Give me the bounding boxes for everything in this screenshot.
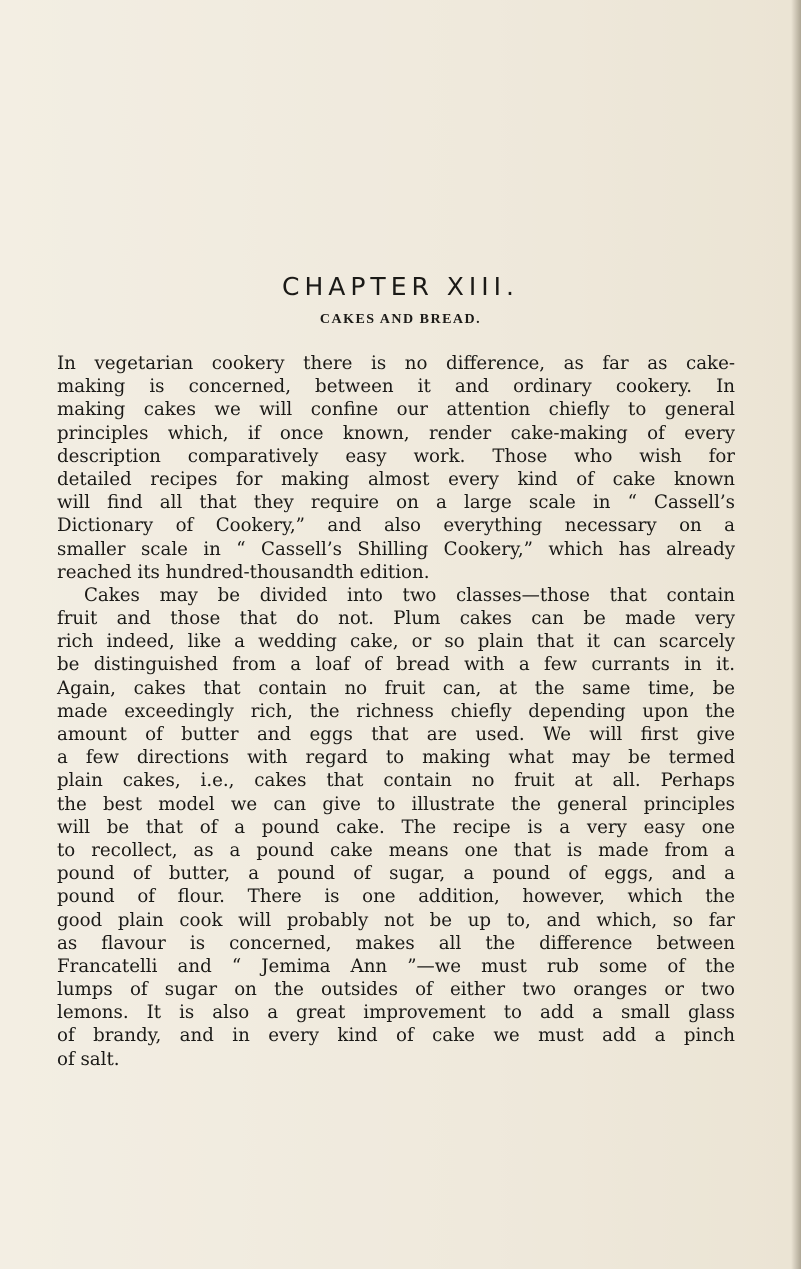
text-line: will be that of a pound cake. The recipe is a very easy one	[57, 816, 735, 838]
text-line: smaller scale in “ Cassell’s Shilling Cookery,” which has already	[57, 538, 735, 560]
text-line: of brandy, and in every kind of cake we must add a pinch	[57, 1025, 735, 1047]
text-line: Cakes may be divided into two classes—those that contain	[84, 584, 735, 606]
paragraph	[57, 584, 735, 1071]
chapter-heading: CHAPTER XIII.	[281, 272, 519, 301]
text-line: be distinguished from a loaf of bread with a few currants in it.	[57, 654, 735, 676]
text-line: a few directions with regard to making what may be termed	[57, 747, 735, 769]
text-line: plain cakes, i.e., cakes that contain no fruit at all. Perhaps	[57, 770, 735, 792]
text-line: of salt.	[57, 1048, 120, 1070]
text-line: principles which, if once known, render cake-making of every	[57, 422, 735, 444]
text-line: Francatelli and “ Jemima Ann ”—we must rub some of the	[57, 955, 735, 977]
text-line: lemons. It is also a great improvement to add a small glass	[57, 1002, 735, 1024]
text-line: as flavour is concerned, makes all the difference between	[57, 932, 735, 954]
text-line: rich indeed, like a wedding cake, or so plain that it can scarcely	[57, 631, 735, 653]
text-line: good plain cook will probably not be up to, and which, so far	[57, 909, 735, 931]
text-line: description comparatively easy work. Those who wish for	[57, 445, 735, 467]
text-line: made exceedingly rich, the richness chiefly depending upon the	[57, 700, 735, 722]
page-edge-shadow	[791, 0, 801, 1269]
text-line: detailed recipes for making almost every kind of cake known	[57, 468, 735, 490]
text-line: making is concerned, between it and ordinary cookery. In	[57, 376, 735, 398]
text-line: pound of butter, a pound of sugar, a pound of eggs, and a	[57, 863, 735, 885]
paragraph	[57, 352, 735, 584]
text-line: fruit and those that do not. Plum cakes can be made very	[57, 608, 735, 630]
text-line: pound of flour. There is one addition, however, which the	[57, 886, 735, 908]
text-line: to recollect, as a pound cake means one that is made from a	[57, 839, 735, 861]
text-line: In vegetarian cookery there is no difference, as far as cake-	[57, 353, 735, 374]
text-line: will find all that they require on a large scale in “ Cassell’s	[57, 492, 735, 514]
text-line: reached its hundred-thousandth edition.	[57, 561, 430, 583]
text-line: Again, cakes that contain no fruit can, at the same time, be	[57, 677, 735, 699]
text-line: lumps of sugar on the outsides of either two oranges or two	[57, 979, 735, 1001]
text-line: Dictionary of Cookery,” and also everything necessary on a	[57, 515, 735, 537]
body-text	[57, 352, 735, 1071]
chapter-title: CAKES AND BREAD.	[319, 312, 482, 327]
text-line: making cakes we will confine our attention chiefly to general	[57, 399, 735, 421]
text-line: amount of butter and eggs that are used. We will first give	[57, 724, 735, 745]
text-line: the best model we can give to illustrate the general principles	[57, 793, 735, 815]
